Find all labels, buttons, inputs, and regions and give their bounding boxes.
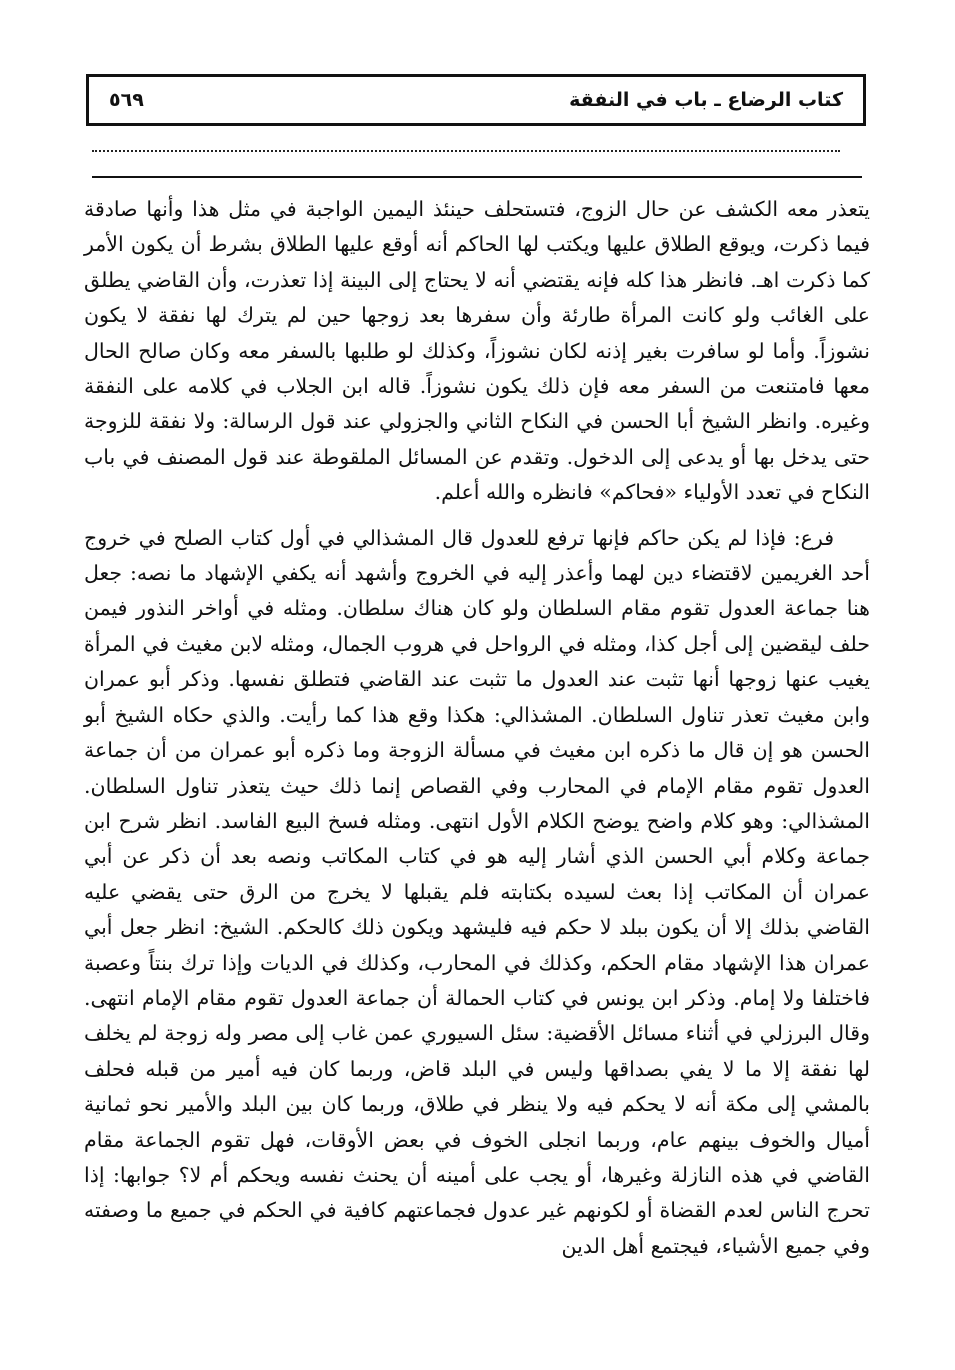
dotted-divider	[92, 150, 840, 152]
page-body	[84, 192, 870, 1264]
paragraph-far3: فرع: فإذا لم يكن حاكم فإنها ترفع للعدول قال المشذالي في أول كتاب الصلح في خروج أحد الغريمين لاقتضاء دين لهما وأعذر إليه في الخروج وأشهد أنه يكفي الإشهاد ما نصه: جعل هنا جماعة العدول تقوم مقام السلطان ولو كان هناك سلطان. ومثله في أواخر النذور فيمن حلف ليقضين إلى أجل كذا، ومثله في الرواحل في هروب الجمال، ومثله لابن مغيث في المرأة يغيب عنها زوجها أنها تثبت عند العدول ما تثبت عند القاضي فتطلق نفسها. وذكر أبو عمران وابن مغيث تعذر تناول السلطان. المشذالي: هكذا وقع هذا كما رأيت. والذي حكاه الشيخ أبو الحسن هو إن قال ما ذكره ابن مغيث في مسألة الزوجة وما ذكره أبو عمران من أن جماعة العدول تقوم مقام الإمام في المحارب وفي القصاص إنما ذلك حيث يتعذر تناول السلطان. المشذالي: وهو كلام واضح يوضح الكلام الأول انتهى. ومثله فسخ البيع الفاسد. انظر شرح ابن جماعة وكلام أبي الحسن الذي أشار إليه هو في كتاب المكاتب ونصه بعد أن ذكر عن أبي عمران أن المكاتب إذا بعث لسيده بكتابته فلم يقبلها لا يخرج من الرق حتى يقضي عليه القاضي بذلك إلا أن يكون ببلد لا حكم فيه فليشهد ويكون ذلك كالحكم. الشيخ: انظر جعل أبي عمران هذا الإشهاد مقام الحكم، وكذلك في المحارب، وكذلك في الديات وإذا ترك بنتاً وعصبة فاختلفا ولا إمام. وذكر ابن يونس في كتاب الحمالة أن جماعة العدول تقوم مقام الإمام انتهى. وقال البرزلي في أثناء مسائل الأقضية: سئل السيوري عمن غاب إلى مصر وله زوجة لم يخلف لها نفقة إلا ما لا يفي بصداقها وليس في البلد قاض، وربما كان فيه أمير من قبله فحلف بالمشي إلى مكة أنه لا يحكم فيه ولا ينظر في طلاق، وربما كان بين البلد والأمير نحو ثمانية أميال والخوف بينهم عام، وربما انجلى الخوف في بعض الأوقات، فهل تقوم الجماعة مقام القاضي في هذه النازلة وغيرها، أو يجب على أمينه أن يحنث نفسه ويحكم أم لا؟ جوابها: إذا تحرج الناس لعدم القضاة أو لكونهم غير عدول فجماعتهم كافية في الحكم في جميع ما وصفته وفي جميع الأشياء، فيجتمع أهل الدين	[84, 525, 870, 1258]
running-header	[86, 74, 866, 126]
text-top-rule	[92, 176, 862, 178]
paragraph-continuation: يتعذر معه الكشف عن حال الزوج، فتستحلف حينئذ اليمين الواجبة في مثل هذا وأنها صادقة فيما ذكرت، ويوقع الطلاق عليها ويكتب لها الحاكم أنه أوقع عليها الطلاق بشرط أن يكون الأمر كما ذكرت اهـ. فانظر هذا كله فإنه يقتضي أنه لا يحتاج إلى البينة إذا تعذرت، وأن القاضي يطلق على الغائب ولو كانت المرأة طارئة وأن سفرها بعد زوجها حين لم يترك لها نفقة لا يكون نشوزاً. وأما لو سافرت بغير إذنه لكان نشوزاً، وكذلك لو طلبها بالسفر معه وكان صالح الحال معها فامتنعت من السفر معه فإن ذلك يكون نشوزاً. قاله ابن الجلاب في كلامه على النفقة وغيره. وانظر الشيخ أبا الحسن في النكاح الثاني والجزولي عند قول الرسالة: ولا نفقة للزوجة حتى يدخل بها أو يدعى إلى الدخول. وتقدم عن المسائل الملقوطة عند قول المصنف في باب النكاح في تعدد الأولياء «فحاكم» فانظره والله أعلم.	[84, 197, 870, 505]
page-number: ٥٦٩	[109, 89, 144, 111]
chapter-title: كتاب الرضاع ـ باب في النفقة	[569, 89, 843, 111]
